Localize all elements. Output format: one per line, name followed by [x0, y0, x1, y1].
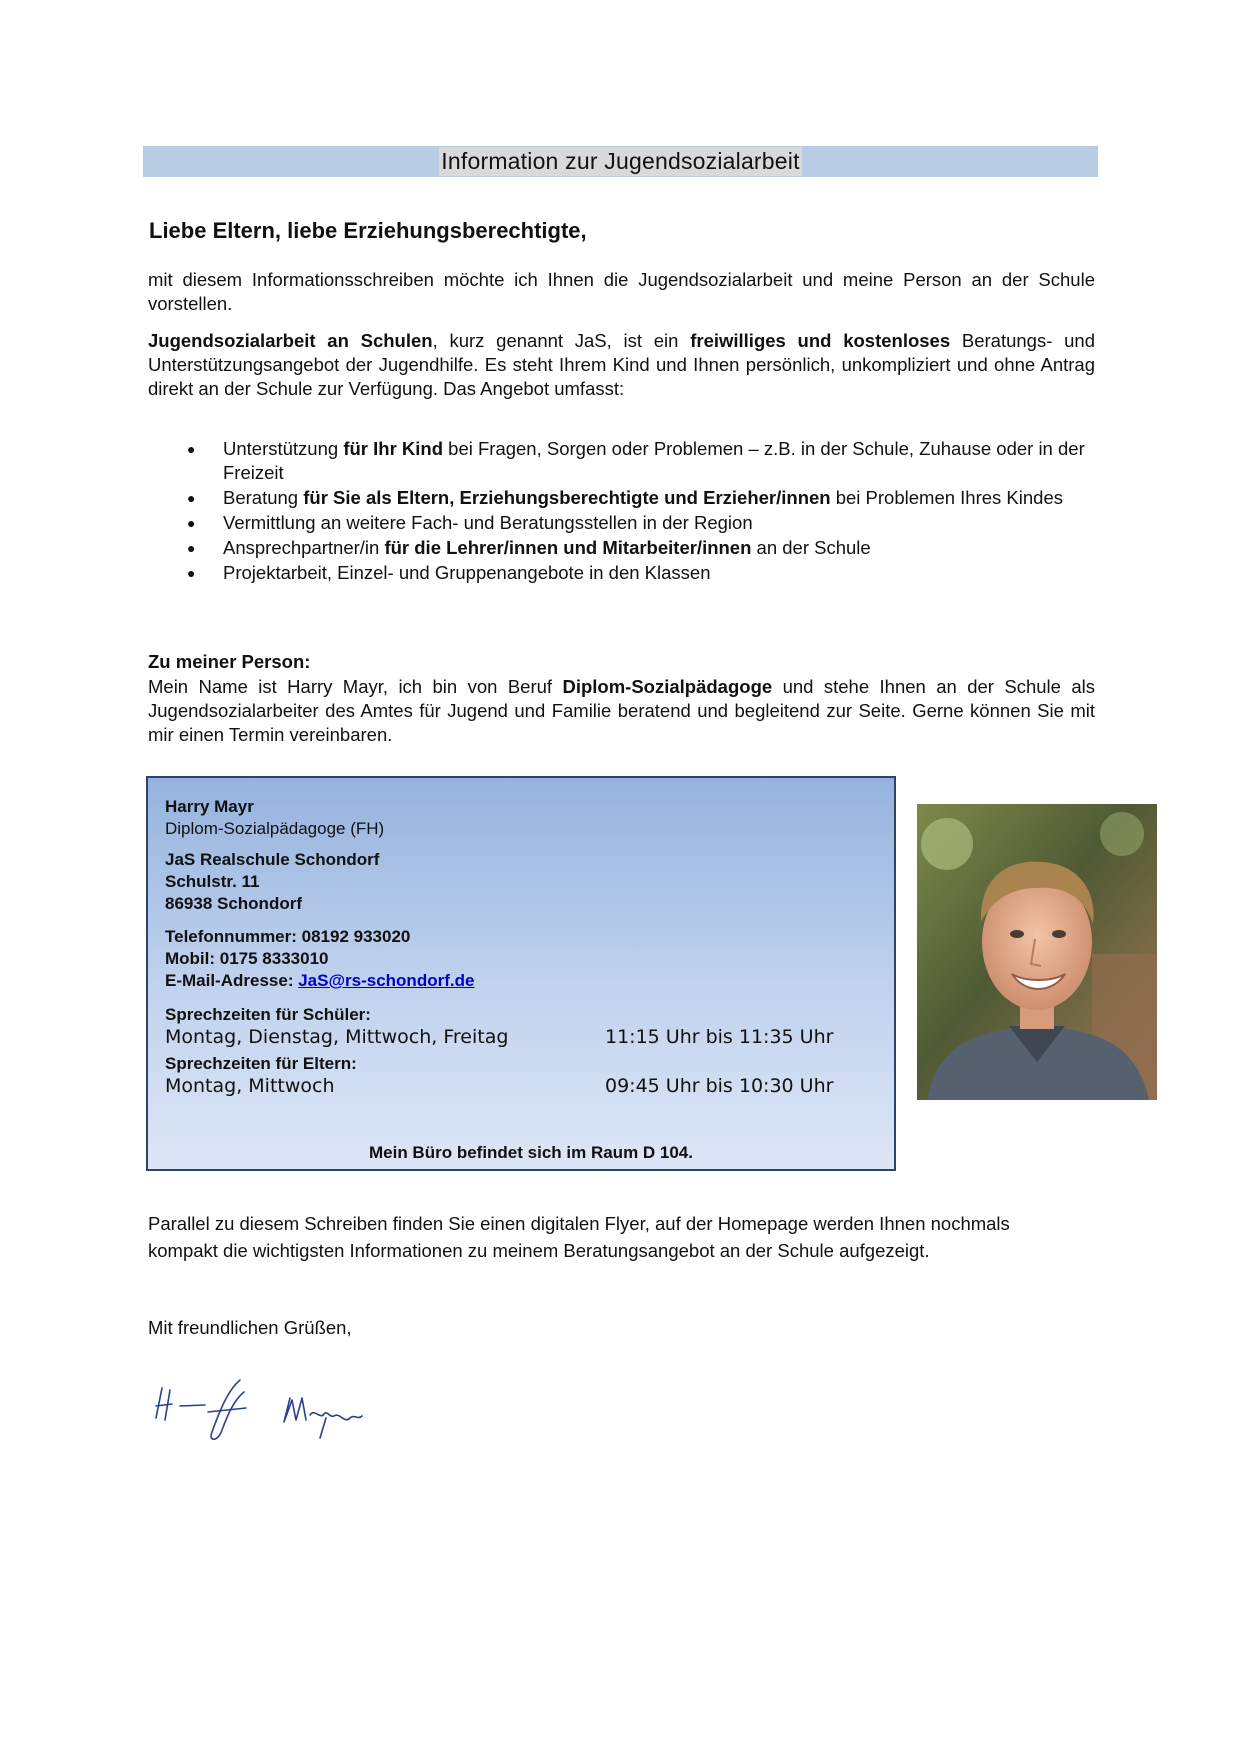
contact-city: 86938 Schondorf: [165, 894, 302, 913]
contact-email-row: [165, 971, 474, 991]
contact-org: JaS Realschule Schondorf: [165, 850, 380, 869]
office-note: Mein Büro befindet sich im Raum D 104.: [368, 1143, 693, 1162]
bullet-icon: ●: [187, 540, 196, 556]
title-band: [143, 146, 1098, 177]
free-term: freiwilliges und kostenloses: [690, 330, 951, 351]
parents-days: Montag, Mittwoch: [165, 1075, 335, 1097]
portrait-photo: [917, 804, 1157, 1100]
email-link[interactable]: JaS@rs-schondorf.de: [298, 971, 475, 990]
signature: [150, 1370, 390, 1445]
bullet-icon: ●: [187, 515, 196, 531]
portrait-image: [917, 804, 1157, 1100]
jas-term: Jugendsozialarbeit an Schulen: [148, 330, 433, 351]
list-item: ● Projektarbeit, Einzel- und Gruppenangebote in den Klassen: [187, 562, 711, 583]
list-item: ● Vermittlung an weitere Fach- und Beratungsstellen in der Region: [187, 512, 753, 533]
bullet-icon: ●: [187, 565, 196, 581]
list-item: ● Unterstützung für Ihr Kind bei Fragen, Sorgen oder Problemen – z.B. in der Schule, Zuhause oder in der Freizeit: [187, 438, 1085, 483]
jas-text: , kurz genannt JaS, ist ein: [432, 330, 691, 351]
contact-mobile: Mobil: 0175 8333010: [165, 949, 329, 968]
person-heading: Zu meiner Person:: [148, 651, 311, 672]
bullet-icon: ●: [187, 441, 196, 457]
contact-street: Schulstr. 11: [165, 872, 260, 891]
contact-degree: Diplom-Sozialpädagoge (FH): [165, 819, 385, 838]
list-item: ● Ansprechpartner/in für die Lehrer/innen und Mitarbeiter/innen an der Schule: [187, 537, 871, 558]
offer-list: [185, 437, 1095, 586]
bullet-icon: ●: [187, 490, 196, 506]
students-days: Montag, Dienstag, Mittwoch, Freitag: [165, 1026, 509, 1048]
greeting: Mit freundlichen Grüßen,: [148, 1317, 352, 1338]
jas-text-rest: Beratungs- und Unterstützungsangebot der Jugendhilfe. Es steht Ihrem Kind und Ihnen persönlich, unkompliziert und ohne Antrag direkt an der Schule zur Verfügung. Das Angebot umfasst:: [148, 330, 1095, 399]
email-label: E-Mail-Adresse:: [165, 971, 299, 990]
students-time: 11:15 Uhr bis 11:35 Uhr: [605, 1026, 834, 1048]
parents-hours-heading: Sprechzeiten für Eltern:: [165, 1054, 357, 1073]
person-paragraph: Mein Name ist Harry Mayr, ich bin von Beruf Diplom-Sozialpädagoge und stehe Ihnen an der Schule als Jugendsozialarbeiter des Amtes für Jugend und Familie beratend und begleitend zur Seite. Gerne können Sie mit mir einen Termin vereinbaren.: [148, 676, 1095, 745]
students-hours-heading: Sprechzeiten für Schüler:: [165, 1005, 371, 1024]
salutation: Liebe Eltern, liebe Erziehungsberechtigte,: [149, 218, 587, 243]
list-item: ● Beratung für Sie als Eltern, Erziehungsberechtigte und Erzieher/innen bei Problemen Ihres Kindes: [187, 487, 1063, 508]
jas-paragraph: [148, 329, 1095, 401]
page-title: Information zur Jugendsozialarbeit: [441, 148, 800, 174]
contact-name: Harry Mayr: [165, 797, 254, 816]
contact-phone: Telefonnummer: 08192 933020: [165, 927, 411, 946]
contact-box: [146, 776, 896, 1171]
parents-time: 09:45 Uhr bis 10:30 Uhr: [605, 1075, 834, 1097]
intro-paragraph: mit diesem Informationsschreiben möchte ich Ihnen die Jugendsozialarbeit und meine Person an der Schule vorstellen.: [148, 269, 1095, 314]
closing-paragraph: Parallel zu diesem Schreiben finden Sie einen digitalen Flyer, auf der Homepage werden Ihnen nochmals kompakt die wichtigsten Informationen zu meinem Beratungsangebot an der Schule aufgezeigt.: [148, 1213, 1010, 1261]
